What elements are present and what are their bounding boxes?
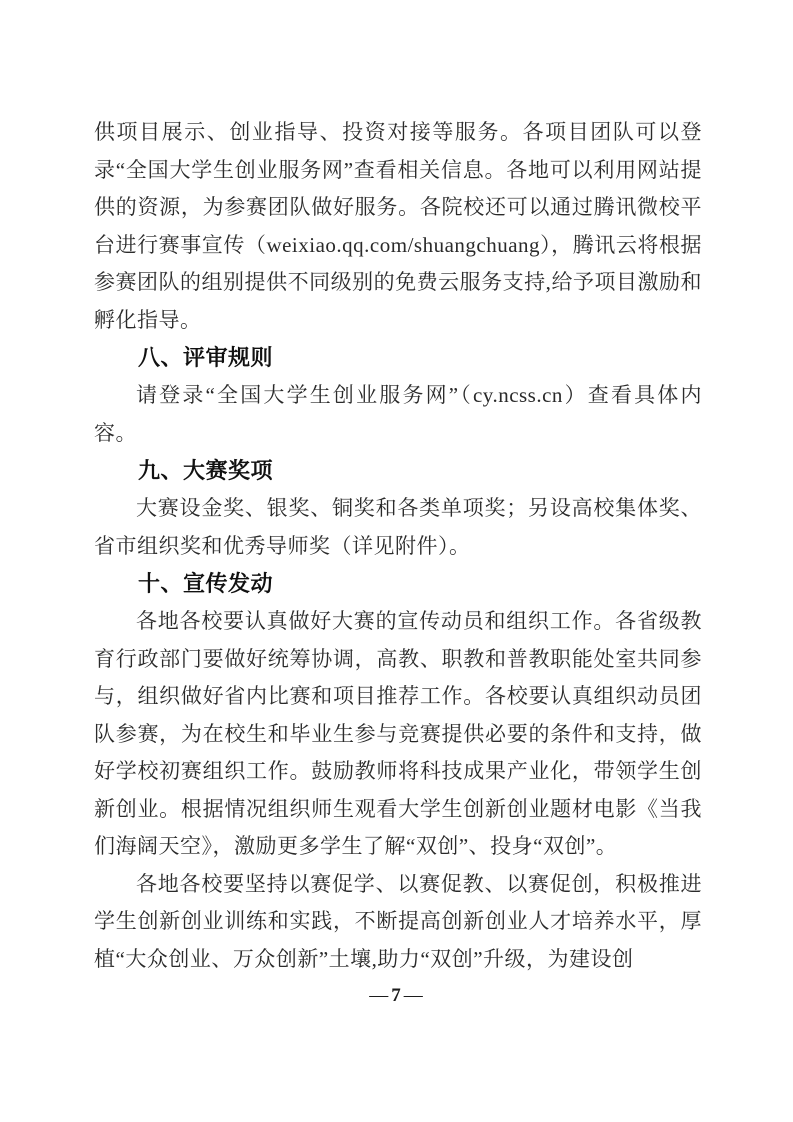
paragraph-review-rules: 请登录“全国大学生创业服务网”（cy.ncss.cn）查看具体内容。 [94,383,702,445]
page-number-left-dash: — [369,985,390,1006]
paragraph-publicity-2: 各地各校要坚持以赛促学、以赛促教、以赛促创，积极推进学生创新创业训练和实践，不断提高创新创业人才培养水平，厚植“大众创业、万众创新”土壤,助力“双创”升级，为建设创 [94,871,702,971]
paragraph-continuation: 供项目展示、创业指导、投资对接等服务。各项目团队可以登录“全国大学生创业服务网”查看相关信息。各地可以利用网站提供的资源，为参赛团队做好服务。各院校还可以通过腾讯微校平台进行赛事宣传（weixiao.qq.com/shuangchuang），腾讯云将根据参赛团队的组别提供不同级别的免费云服务支持,给予项目激励和孵化指导。 [94,120,702,332]
page-number-right-dash: — [403,985,424,1006]
page-number [0,985,793,1007]
section-heading-review-rules: 八、评审规则 [138,345,274,370]
paragraph-publicity-1: 各地各校要认真做好大赛的宣传动员和组织工作。各省级教育行政部门要做好统筹协调，高教、职教和普教职能处室共同参与，组织做好省内比赛和项目推荐工作。各校要认真组织动员团队参赛，为在校生和毕业生参与竞赛提供必要的条件和支持，做好学校初赛组织工作。鼓励教师将科技成果产业化，带领学生创新创业。根据情况组织师生观看大学生创新创业题材电影《当我们海阔天空》，激励更多学生了解“双创”、投身“双创”。 [94,609,702,858]
paragraph-awards: 大赛设金奖、银奖、铜奖和各类单项奖；另设高校集体奖、省市组织奖和优秀导师奖（详见附件）。 [94,496,702,558]
page-number-value: 7 [391,985,402,1006]
section-heading-awards: 九、大赛奖项 [138,458,274,483]
section-heading-publicity: 十、宣传发动 [138,571,274,596]
document-content [94,114,702,978]
